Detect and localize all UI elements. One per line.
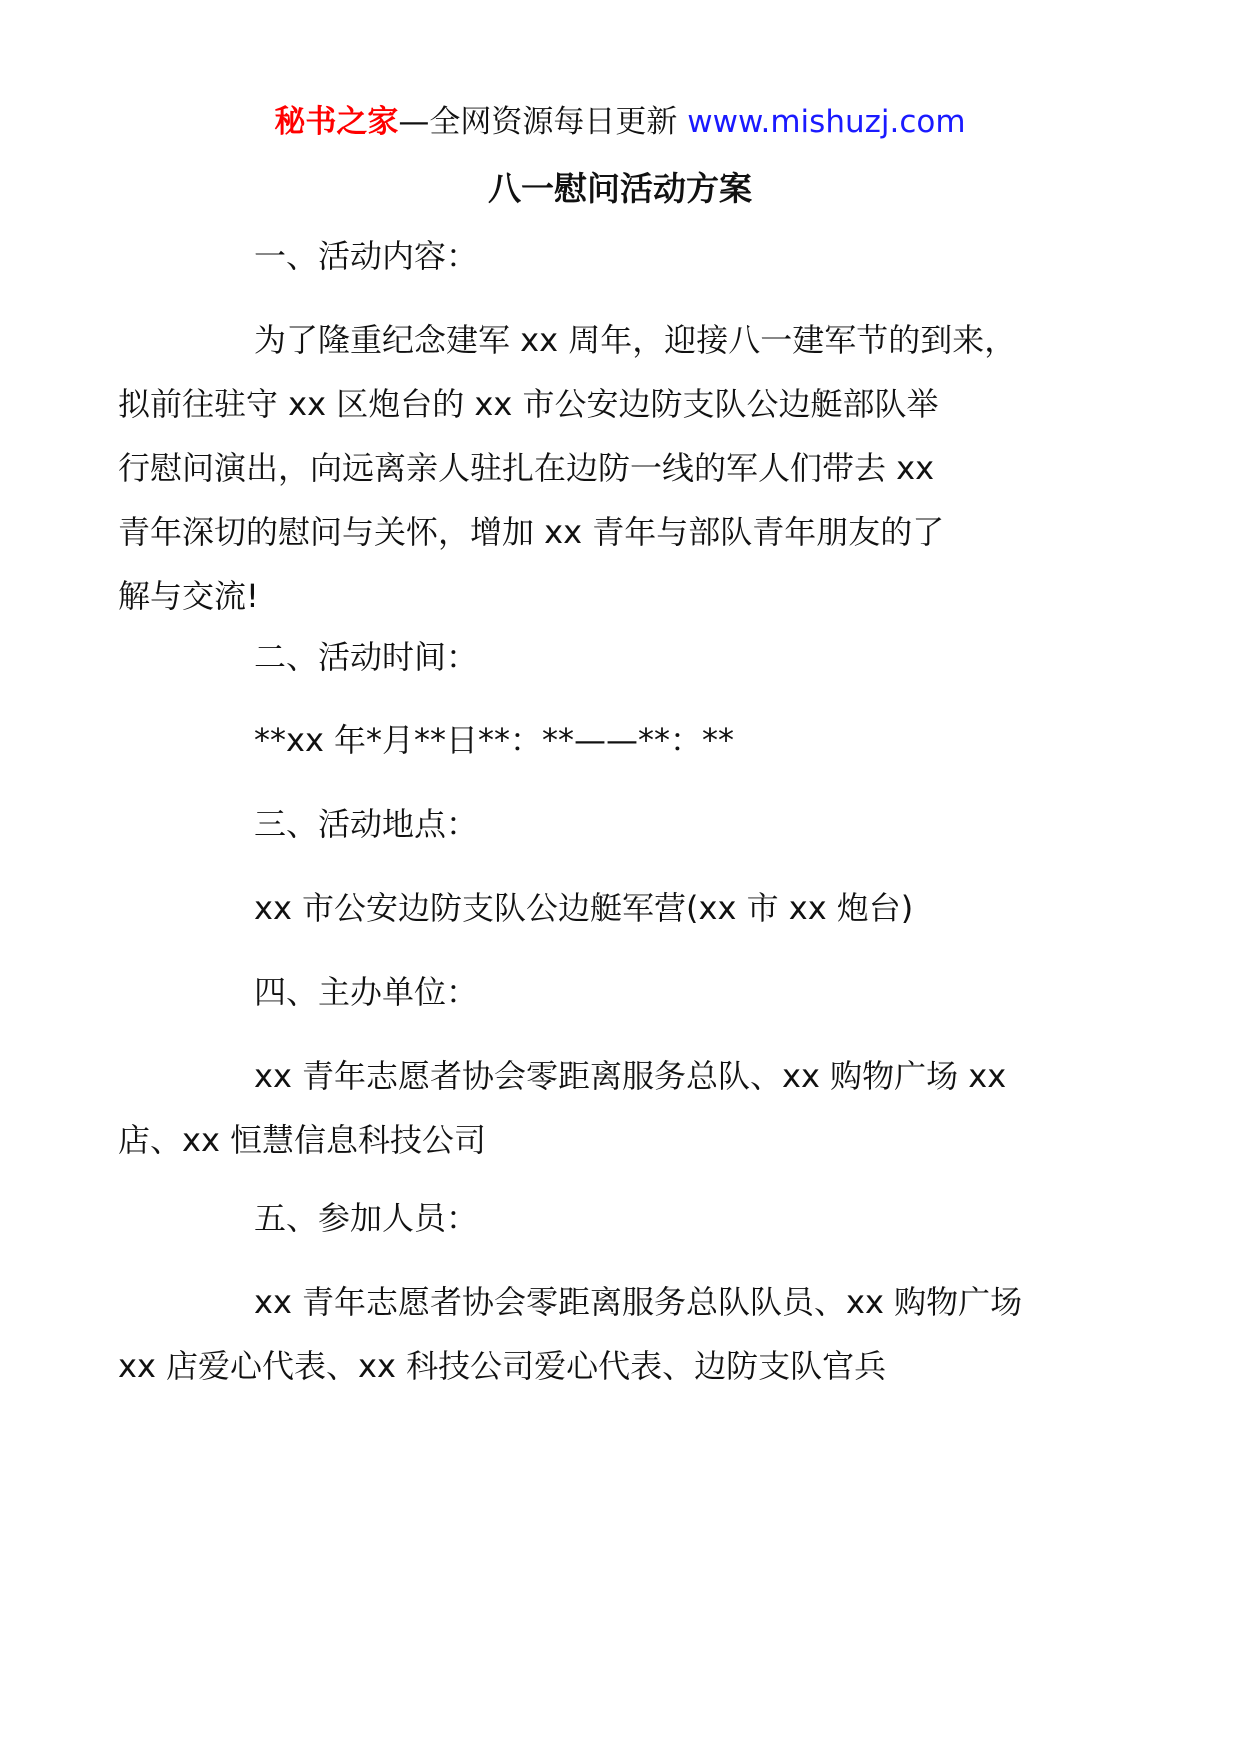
body-line: **xx 年*月**日**：**——**：** — [254, 721, 735, 759]
body-line: 青年深切的慰问与关怀，增加 xx 青年与部队青年朋友的了 — [118, 513, 945, 551]
section-heading-content: 一、活动内容： — [254, 237, 479, 275]
document-title: 八一慰问活动方案 — [488, 169, 752, 208]
site-banner — [0, 100, 1240, 144]
body-line: 为了隆重纪念建军 xx 周年，迎接八一建军节的到来， — [254, 321, 1017, 359]
section-body-content — [118, 308, 1056, 628]
body-line: xx 青年志愿者协会零距离服务总队队员、xx 购物广场 — [254, 1283, 1023, 1321]
section-body-participants — [118, 1270, 1056, 1398]
banner-tagline: —全网资源每日更新 — [398, 104, 678, 140]
site-url-link[interactable]: www.mishuzj.com — [687, 104, 966, 140]
section-body-location — [186, 876, 1056, 940]
body-line: xx 市公安边防支队公边艇军营(xx 市 xx 炮台) — [254, 889, 914, 927]
body-line: 行慰问演出，向远离亲人驻扎在边防一线的军人们带去 xx — [118, 449, 935, 487]
body-line: xx 店爱心代表、xx 科技公司爱心代表、边防支队官兵 — [118, 1347, 887, 1385]
section-body-time — [186, 708, 1056, 772]
section-heading-participants: 五、参加人员： — [254, 1199, 479, 1237]
body-line: 解与交流! — [118, 577, 259, 615]
body-line: 店、xx 恒慧信息科技公司 — [118, 1121, 487, 1159]
section-heading-organizer: 四、主办单位： — [254, 973, 479, 1011]
body-line: xx 青年志愿者协会零距离服务总队、xx 购物广场 xx — [254, 1057, 1007, 1095]
brand-name: 秘书之家 — [274, 104, 399, 140]
section-heading-location: 三、活动地点： — [254, 805, 479, 843]
section-heading-time: 二、活动时间： — [254, 638, 479, 676]
section-body-organizer — [118, 1044, 1056, 1172]
body-line: 拟前往驻守 xx 区炮台的 xx 市公安边防支队公边艇部队举 — [118, 385, 939, 423]
